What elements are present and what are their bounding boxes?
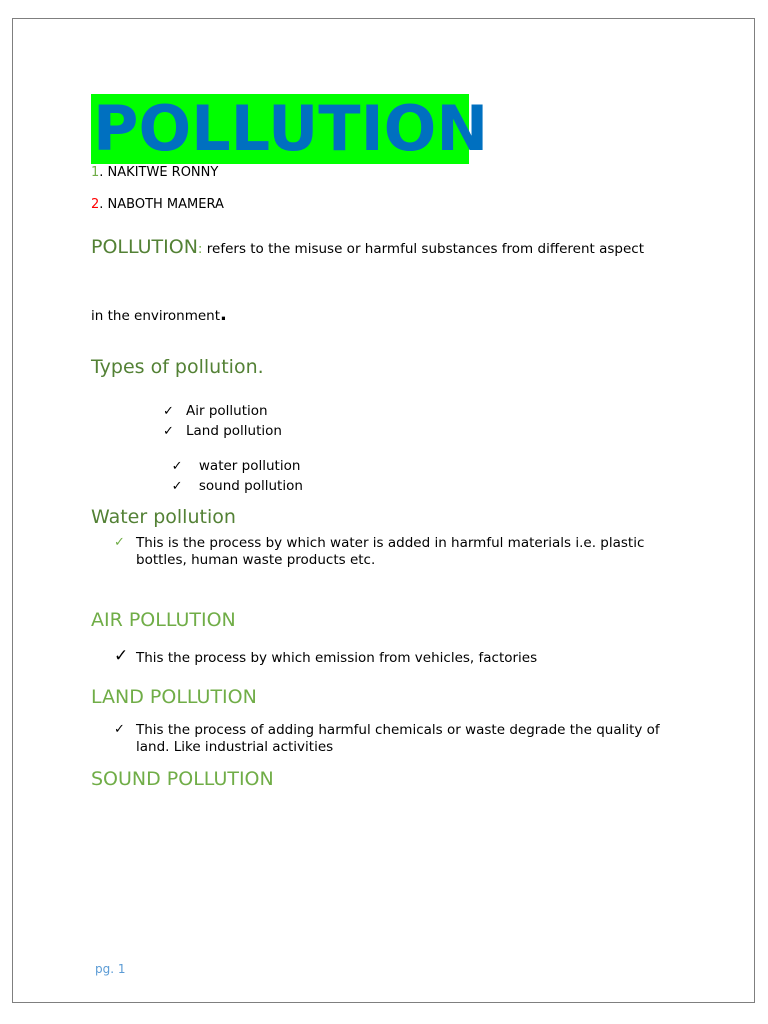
author-name: . NABOTH MAMERA: [99, 197, 224, 212]
author-name: . NAKITWE RONNY: [99, 165, 219, 180]
author-line-2: [91, 197, 224, 212]
sound-heading: SOUND POLLUTION: [91, 768, 274, 790]
list-item: [163, 423, 282, 439]
checkmark-icon: ✓: [171, 459, 183, 474]
list-item-label: water pollution: [194, 458, 301, 474]
land-heading: LAND POLLUTION: [91, 686, 257, 708]
water-text-line-2: bottles, human waste products etc.: [136, 552, 376, 568]
checkmark-icon: ✓: [163, 424, 174, 439]
author-number: 1: [91, 165, 100, 180]
water-heading: Water pollution: [91, 506, 236, 528]
list-item-label: Air pollution: [186, 403, 268, 419]
types-heading: Types of pollution.: [91, 356, 264, 378]
air-text: This the process by which emission from vehicles, factories: [136, 650, 538, 666]
definition-colon: :: [197, 241, 203, 257]
list-item-label: sound pollution: [194, 478, 303, 494]
author-line-1: [91, 165, 218, 180]
definition-continuation: [91, 304, 227, 325]
document-title: POLLUTION: [93, 92, 489, 165]
definition-text: refers to the misuse or harmful substances from different aspect: [202, 241, 645, 257]
definition-paragraph: [91, 236, 644, 258]
water-text-line-1: This is the process by which water is added in harmful materials i.e. plastic: [136, 535, 645, 551]
land-text-line-1: This the process of adding harmful chemicals or waste degrade the quality of: [136, 722, 660, 738]
checkmark-icon: ✓: [114, 535, 125, 550]
checkmark-icon: ✓: [114, 646, 129, 666]
definition-continuation-text: in the environment: [91, 308, 221, 324]
checkmark-icon: ✓: [163, 404, 174, 419]
list-item-label: Land pollution: [186, 423, 282, 439]
author-number: 2: [91, 197, 100, 212]
definition-period: .: [220, 304, 227, 325]
page-number: pg. 1: [95, 962, 126, 976]
list-item: [163, 462, 303, 494]
air-heading: AIR POLLUTION: [91, 609, 236, 631]
list-item: [163, 403, 268, 419]
checkmark-icon: ✓: [114, 722, 125, 737]
land-text-line-2: land. Like industrial activities: [136, 739, 334, 755]
definition-term: POLLUTION: [91, 236, 198, 258]
checkmark-icon: ✓: [171, 479, 183, 494]
